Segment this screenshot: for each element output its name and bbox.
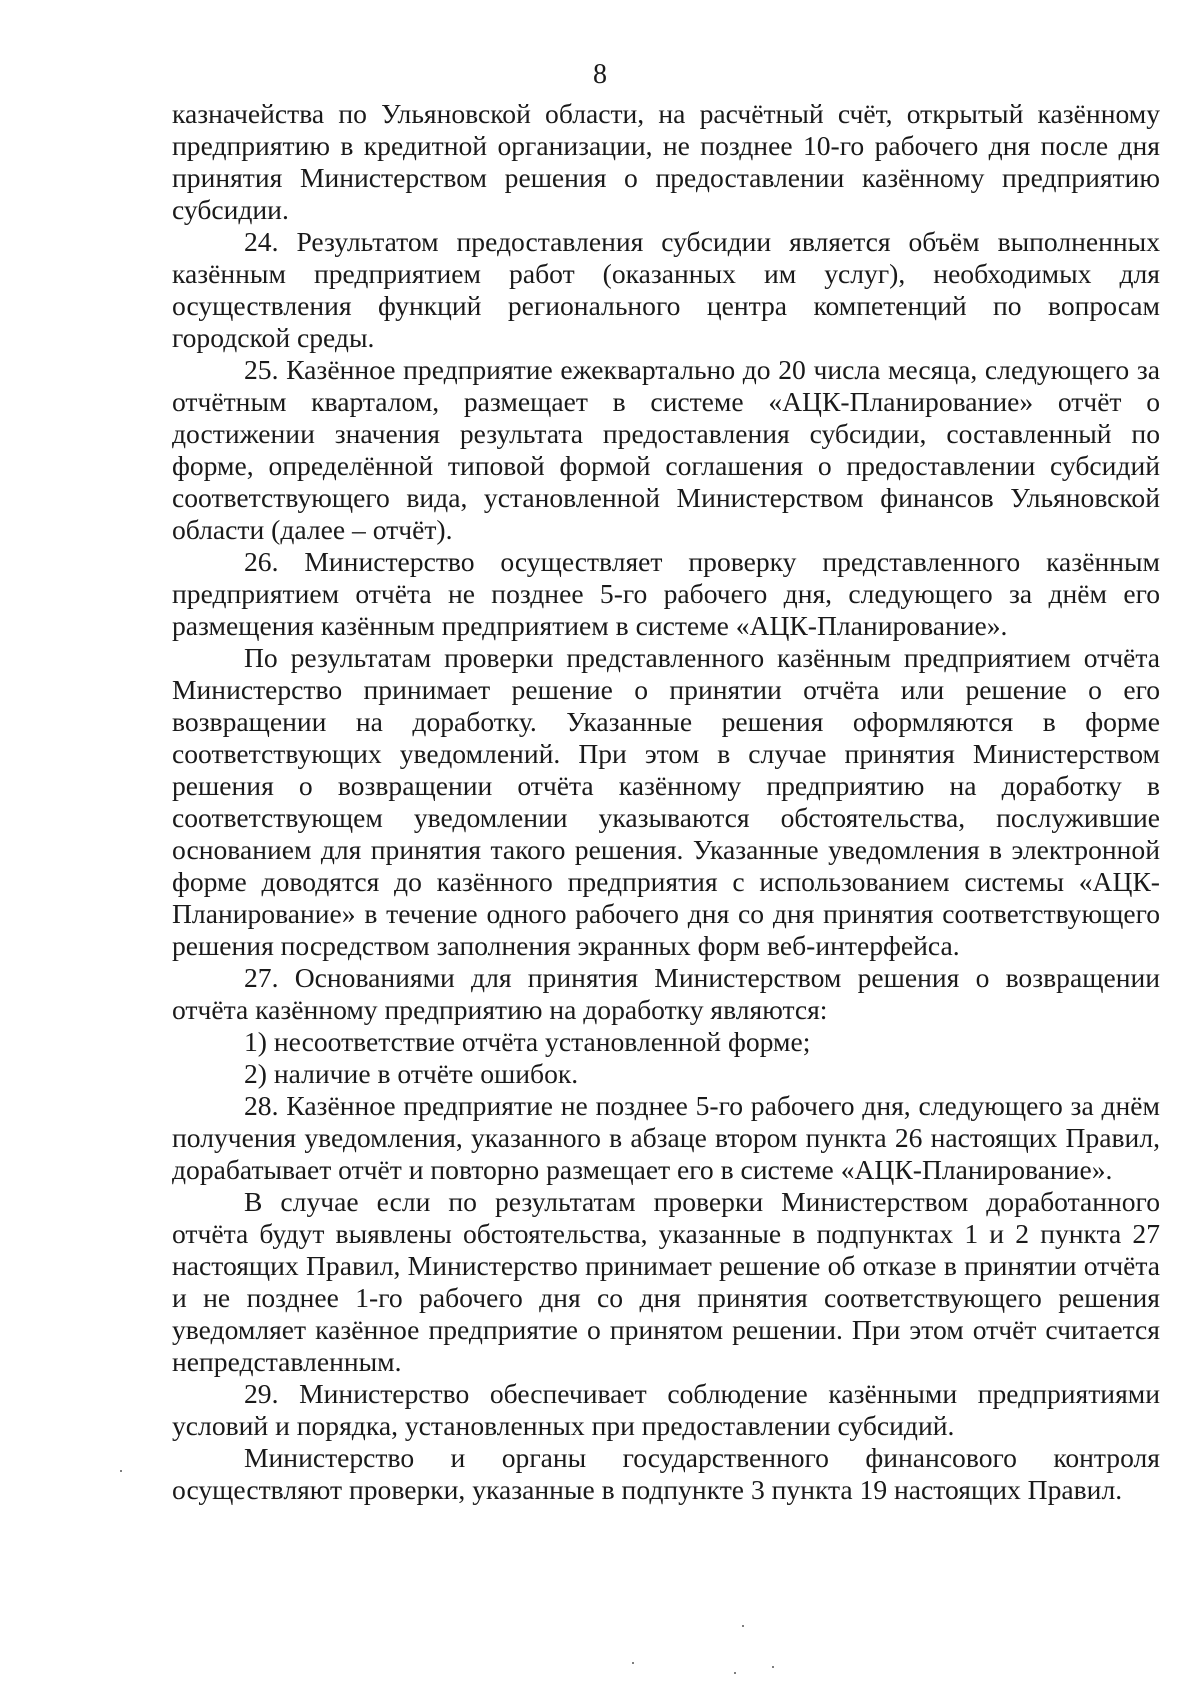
paragraph-26-second: По результатам проверки представленного казённым предприятием отчёта Министерство принимает решение о принятии отчёта или решение о его возвращении на доработку. Указанные решения оформляются в форме соответствующих уведомлений. При этом в случае принятия Министерством решения о возвращении отчёта казённому предприятию на доработку в соответствующем уведомлении указываются обстоятельства, послужившие основанием для принятия такого решения. Указанные уведомления в электронной форме доводятся до казённого предприятия с использованием системы «АЦК-Планирование» в течение одного рабочего дня со дня принятия соответствующего решения посредством заполнения экранных форм веб-интерфейса. — [172, 642, 1160, 961]
document-body — [172, 98, 1160, 1506]
paragraph-24: 24. Результатом предоставления субсидии является объём выполненных казённым предприятием работ (оказанных им услуг), необходимых для осуществления функций регионального центра компетенций по вопросам городской среды. — [172, 226, 1160, 353]
paragraph-27: 27. Основаниями для принятия Министерством решения о возвращении отчёта казённому предприятию на доработку являются: — [172, 962, 1160, 1025]
paragraph-25: 25. Казённое предприятие ежеквартально до 20 числа месяца, следующего за отчётным кварталом, размещает в системе «АЦК-Планирование» отчёт о достижении значения результата предоставления субсидии, составленный по форме, определённой типовой формой соглашения о предоставлении субсидий соответствующего вида, установленной Министерством финансов Ульяновской области (далее – отчёт). — [172, 354, 1160, 545]
paragraph-26: 26. Министерство осуществляет проверку представленного казённым предприятием отчёта не позднее 5-го рабочего дня, следующего за днём его размещения казённым предприятием в системе «АЦК-Планирование». — [172, 546, 1160, 641]
scan-speck — [772, 1666, 774, 1668]
scan-speck — [734, 1672, 736, 1674]
page-number: 8 — [593, 59, 607, 90]
scan-speck — [632, 1662, 634, 1664]
list-item-27-2: 2) наличие в отчёте ошибок. — [244, 1058, 579, 1089]
paragraph-28: 28. Казённое предприятие не позднее 5-го рабочего дня, следующего за днём получения уведомления, указанного в абзаце втором пункта 26 настоящих Правил, дорабатывает отчёт и повторно размещает его в системе «АЦК-Планирование». — [172, 1090, 1160, 1185]
paragraph-28-second: В случае если по результатам проверки Министерством доработанного отчёта будут выявлены обстоятельства, указанные в подпунктах 1 и 2 пункта 27 настоящих Правил, Министерство принимает решение об отказе в принятии отчёта и не позднее 1-го рабочего дня со дня принятия соответствующего решения уведомляет казённое предприятие о принятом решении. При этом отчёт считается непредставленным. — [172, 1186, 1160, 1377]
paragraph-continuation: казначейства по Ульяновской области, на расчётный счёт, открытый казённому предприятию в кредитной организации, не позднее 10-го рабочего дня после дня принятия Министерством решения о предоставлении казённому предприятию субсидии. — [172, 98, 1160, 225]
paragraph-29: 29. Министерство обеспечивает соблюдение казёнными предприятиями условий и порядка, установленных при предоставлении субсидий. — [172, 1378, 1160, 1441]
paragraph-29-second: Министерство и органы государственного финансового контроля осуществляют проверки, указанные в подпункте 3 пункта 19 настоящих Правил. — [172, 1442, 1160, 1505]
scan-speck — [120, 1470, 122, 1472]
list-item-27-1: 1) несоответствие отчёта установленной форме; — [244, 1026, 811, 1057]
scan-speck — [742, 1625, 744, 1627]
